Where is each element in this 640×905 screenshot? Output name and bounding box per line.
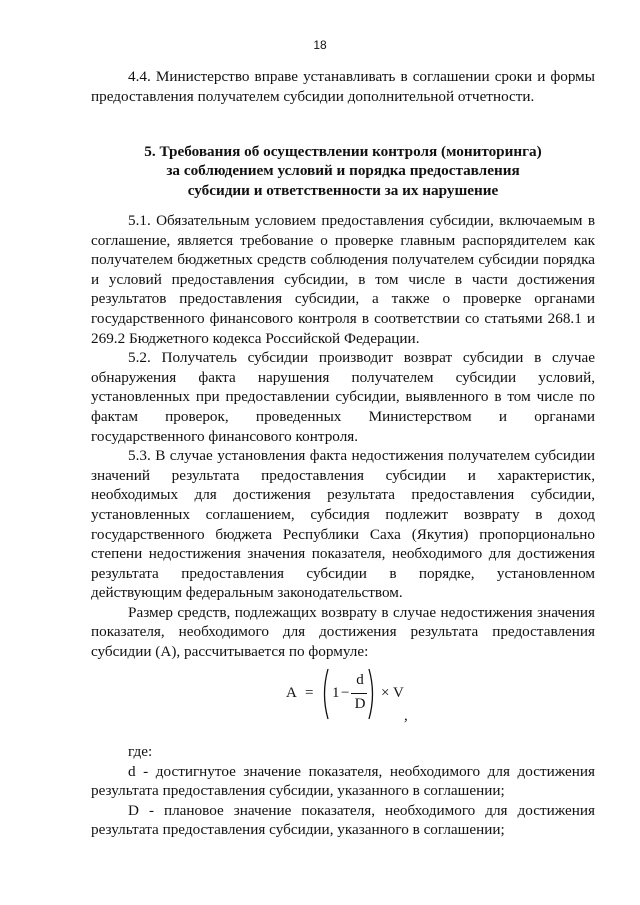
right-paren-icon — [367, 668, 377, 720]
formula-comma: , — [404, 708, 408, 724]
formula-denominator: D — [354, 696, 366, 712]
formula-minus: − — [341, 685, 350, 701]
heading-line-2: за соблюдением условий и порядка предоставления — [166, 162, 520, 180]
refund-formula — [286, 664, 416, 730]
section-5-body — [91, 211, 595, 662]
formula-times: × — [381, 685, 390, 701]
formula-multiplier: V — [393, 685, 404, 701]
paragraph-4-4-block — [91, 67, 595, 106]
fraction-bar — [351, 693, 367, 694]
definition-D: D - плановое значение показателя, необходимого для достижения результата предоставления субсидии, указанного в соглашении; — [91, 801, 595, 839]
formula-numerator: d — [356, 672, 364, 688]
definition-d: d - достигнутое значение показателя, необходимого для достижения результата предоставления субсидии, указанного в соглашении; — [91, 762, 595, 800]
where-label: где: — [128, 743, 153, 760]
left-paren-icon — [320, 668, 330, 720]
page-number: 18 — [313, 38, 327, 52]
section-5-heading — [91, 142, 595, 200]
paragraph-refund-amount: Размер средств, подлежащих возврату в случае недостижения значения показателя, необходимого для достижения результата предоставления субсидии (А), рассчитывается по формуле: — [91, 603, 595, 661]
paragraph-5-2: 5.2. Получатель субсидии производит возврат субсидии в случае обнаружения факта нарушения получателем субсидии условий, установленных при предоставлении субсидии, выявленного в том числе по фактам проверок, проведенных Министерством и органами государственного финансового контроля. — [91, 349, 595, 445]
paragraph-5-1: 5.1. Обязательным условием предоставления субсидии, включаемым в соглашение, является требование о проверке главным распорядителем как получателем бюджетных средств соблюдения получателем субсидии порядка и условий предоставления субсидии, в том числе в части достижения результатов предоставления субсидии, а также о проверке органами государственного финансового контроля в соответствии со статьями 268.1 и 269.2 Бюджетного кодекса Российской Федерации. — [91, 212, 595, 347]
paragraph-4-4: 4.4. Министерство вправе устанавливать в соглашении сроки и формы предоставления получателем субсидии дополнительной отчетности. — [91, 68, 595, 105]
heading-line-3: субсидии и ответственности за их нарушение — [187, 181, 499, 199]
formula-lhs: A — [286, 685, 297, 701]
formula-equals: = — [305, 685, 314, 701]
definitions-block — [91, 742, 595, 840]
heading-line-1: 5. Требования об осуществлении контроля (мониторинга) — [144, 143, 542, 160]
paragraph-5-3: 5.3. В случае установления факта недостижения получателем субсидии значений результата предоставления субсидии и характеристик, необходимых для достижения результата предоставления субсидии, установленных соглашением, субсидия подлежит возврату в доход государственного бюджета Республики Саха (Якутия) пропорционально степени недостижения значения показателя, необходимого для достижения результата предоставления субсидии в порядке, установленном действующим федеральным законодательством. — [91, 447, 595, 602]
formula-one: 1 — [332, 685, 340, 701]
